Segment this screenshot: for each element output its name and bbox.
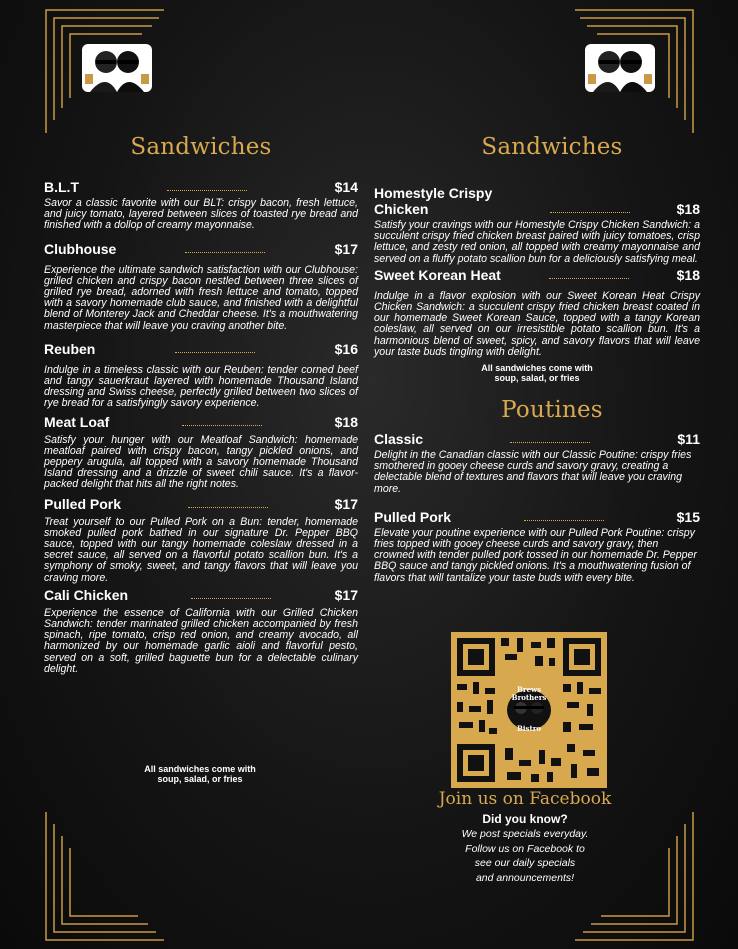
item-name: B.L.T [44, 179, 79, 195]
item-price: $14 [334, 179, 358, 195]
qr-logo-line: Bistro [516, 724, 542, 733]
item-description: Experience the essence of California with our Grilled Chicken Sandwich: tender marinated grilled chicken accompanied by fresh spinach, ripe tomato, crisp red onion, and creamy avocado, all harmonized by our homemade garlic aioli and flavorful pesto, served on a soft, grilled baguette bun for a delectable culinary delight. [44, 606, 358, 675]
right-column [374, 130, 700, 584]
facebook-text [420, 827, 630, 885]
leader-dots [188, 507, 268, 508]
section-title-poutines: Poutines [501, 397, 603, 424]
leader-dots [524, 520, 604, 521]
menu-item [374, 509, 700, 584]
menu-item [44, 496, 358, 584]
sandwich-note-left [110, 764, 290, 784]
menu-item [44, 341, 358, 410]
item-price: $15 [676, 508, 700, 525]
menu-item [44, 241, 358, 332]
section-title-sandwiches: Sandwiches [481, 134, 623, 160]
leader-dots [185, 252, 265, 253]
item-name: Meat Loaf [44, 413, 110, 430]
item-price: $17 [334, 240, 358, 257]
item-name: Classic [374, 431, 424, 448]
item-description: Delight in the Canadian classic with our Classic Poutine: crispy fries smothered in gooey cheese curds and savory gravy, creating a delectable blend of textures and flavors that will leave you craving more. [374, 449, 692, 495]
item-name-line2: Chicken [374, 201, 429, 217]
menu-item [44, 414, 358, 491]
brothers-logo-left [82, 44, 152, 92]
menu-item [44, 587, 358, 675]
item-price: $17 [334, 586, 358, 603]
item-description: Satisfy your cravings with our Homestyle Crispy Chicken Sandwich: a succulent crispy fried chicken breast paired with juicy tomatoes, crisp lettuce, and zesty red onion, all topped with creamy mayonnaise and served on a fluffy potato scallion bun for a deliciously satisfying meal. [374, 219, 700, 265]
leader-dots [182, 425, 262, 426]
item-price: $18 [676, 266, 700, 283]
item-name: Reuben [44, 340, 96, 357]
qr-logo-line: Brews [516, 685, 542, 694]
leader-dots [549, 278, 629, 279]
item-description: Savor a classic favorite with our BLT: crispy bacon, fresh lettuce, and juicy tomato, layered between slices of toasted rye bread and finished with a dollop of creamy mayonnaise. [44, 197, 358, 232]
item-name: Cali Chicken [44, 586, 129, 603]
leader-dots [175, 352, 255, 353]
leader-dots [550, 212, 630, 213]
sandwich-note-right [374, 363, 700, 383]
item-price: $18 [676, 201, 700, 217]
facebook-section [420, 789, 630, 885]
note-line: soup, salad, or fries [494, 373, 580, 384]
item-price: $17 [334, 495, 358, 512]
menu-item [374, 185, 700, 265]
item-name: Homestyle Crispy [374, 185, 493, 201]
item-price: $11 [677, 431, 700, 448]
menu-item [374, 431, 700, 495]
item-price: $18 [334, 413, 358, 430]
item-description: Satisfy your hunger with our Meatloaf Sandwich: homemade meatloaf paired with crispy bacon, tangy pickled onions, and peppery arugula, all topped with a savory homemade Thousand Island dressing and a drizzle of sweet chili sauce. It's a flavor-packed delight that hits all the right notes. [44, 433, 358, 491]
item-description: Elevate your poutine experience with our Pulled Pork Poutine: crispy fries topped with gooey cheese curds and savory gravy, then crowned with tender pulled pork tossed in our homemade Dr. Pepper BBQ sauce and tangy pickled onions. It's a mouthwatering fusion of flavors that will tantalize your taste buds with every bite. [374, 526, 697, 584]
item-description: Experience the ultimate sandwich satisfaction with our Clubhouse: grilled chicken and crispy bacon nestled between three slices of grilled rye bread, adorned with fresh lettuce and tomato, topped with a savory homemade club sauce, and finished with a delightful blend of Monterey Jack and Cheddar cheese. It's a mouthwatering masterpiece that will leave you craving another bite. [44, 263, 358, 332]
leader-dots [510, 442, 590, 443]
facebook-text-line: We post specials everyday. [461, 828, 589, 840]
note-line: All sandwiches come with [144, 764, 256, 774]
note-line: soup, salad, or fries [157, 774, 243, 784]
item-name: Pulled Pork [374, 508, 452, 525]
item-description: Indulge in a flavor explosion with our Sweet Korean Heat Crispy Chicken Sandwich: a succulent crispy fried chicken breast coated in our homemade Sweet Korean Sauce, topped with a tangy Korean coleslaw, all served on our irresistible potato scallion bun. It's a harmonious blend of sweet, spicy, and savory flavors that will leave your taste buds tingling with delight. [374, 289, 700, 358]
item-name: Clubhouse [44, 240, 117, 257]
note-line: All sandwiches come with [481, 363, 593, 374]
menu-item [44, 179, 358, 232]
leader-dots [167, 190, 247, 191]
section-title-sandwiches: Sandwiches [130, 134, 272, 160]
facebook-text-line: Follow us on Facebook to [465, 842, 585, 855]
facebook-text-line: and announcements! [475, 871, 575, 884]
facebook-subtitle: Did you know? [482, 812, 568, 826]
qr-logo-text [507, 686, 551, 702]
item-name: Sweet Korean Heat [374, 266, 501, 283]
qr-logo-line: Brothers [511, 693, 547, 702]
brothers-logo-right [585, 44, 655, 92]
item-name: Pulled Pork [44, 495, 122, 512]
facebook-title[interactable]: Join us on Facebook [438, 789, 612, 809]
facebook-text-line: see our daily specials [474, 857, 576, 869]
item-description: Treat yourself to our Pulled Pork on a Bun: tender, homemade smoked pulled pork bathed in our signature Dr. Pepper BBQ sauce, topped with our tangy homemade coleslaw dressed in a secret sauce, all served on a flavorful potato scallion bun. It's a symphony of smoky, sweet, and tangy flavors that will leave you craving more. [44, 515, 358, 584]
facebook-qr-code[interactable] [451, 632, 607, 788]
corner-decoration-bottom-left [44, 812, 164, 942]
leader-dots [191, 598, 271, 599]
item-description: Indulge in a timeless classic with our Reuben: tender corned beef and tangy sauerkraut layered with homemade Thousand Island dressing and Swiss cheese, perfectly grilled between two slices of rye bread for a satisfyingly savory experience. [44, 363, 358, 410]
left-column [44, 130, 358, 675]
item-price: $16 [334, 340, 358, 357]
menu-item [374, 267, 700, 358]
